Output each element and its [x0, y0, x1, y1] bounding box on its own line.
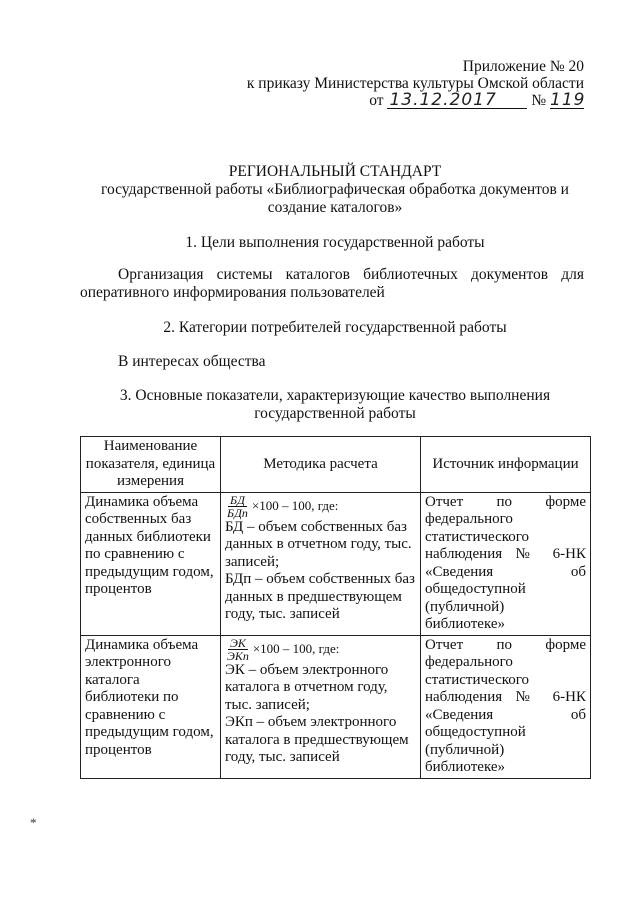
row-1-def-1: БД – объем собственных баз данных в отчетном году, тыс. записей;: [225, 518, 412, 570]
section-2-text-block: [80, 353, 584, 371]
row-2-def-2: ЭКп – объем электронного каталога в предшествующем году, тыс. записей: [225, 714, 409, 765]
section-1-text: [80, 266, 584, 302]
number-label: №: [531, 92, 547, 109]
row-1-source: Отчет по форме федерального статистического наблюдения № 6-НК «Сведения об общедоступной (публичной) библиотеке»: [421, 492, 591, 635]
row-2-frac-den: ЭКп: [227, 648, 249, 663]
table-row: [81, 492, 591, 635]
title-heading: РЕГИОНАЛЬНЫЙ СТАНДАРТ: [228, 163, 442, 180]
row-1-method: [221, 492, 421, 635]
appendix-block: [247, 58, 584, 109]
header-method: Методика расчета: [221, 437, 421, 493]
row-2-source: Отчет по форме федерального статистического наблюдения № 6-НК «Сведения об общедоступной (публичной) библиотеке»: [421, 635, 591, 778]
section-3-heading-line1: 3. Основные показатели, характеризующие качество выполнения: [119, 387, 551, 404]
row-1-def-2: БДп – объем собственных баз данных в предшествующем году, тыс. записей: [225, 571, 415, 622]
indicators-table: [80, 436, 591, 779]
from-label: от: [369, 92, 384, 109]
table-row: [81, 635, 591, 778]
section-1-text-line2: оперативного информирования пользователей: [80, 284, 385, 301]
row-2-frac-num: ЭК: [230, 635, 246, 650]
title-line-2: государственной работы «Библиографическая обработка документов и: [101, 181, 569, 198]
row-1-frac-den: БДп: [227, 505, 248, 520]
row-1-formula: [225, 494, 416, 519]
section-2-text: В интересах общества: [118, 353, 266, 370]
appendix-date-line: [247, 92, 584, 109]
row-1-indicator: Динамика объема собственных баз данных библиотеки по сравнению с предыдущим годом, процентов: [81, 492, 221, 635]
appendix-order-ref: к приказу Министерства культуры Омской области: [246, 75, 584, 92]
row-2-fraction: [225, 637, 251, 662]
row-2-indicator: Динамика объема электронного каталога библиотеки по сравнению с предыдущим годом, процентов: [81, 635, 221, 778]
row-1-fraction: [225, 494, 250, 519]
handwritten-number: 119: [550, 90, 586, 110]
title-line-3: создание каталогов»: [267, 199, 403, 216]
row-1-formula-rest: ×100 – 100, где:: [251, 498, 339, 514]
handwritten-date: 13.12.2017: [387, 92, 527, 109]
section-2-heading: 2. Категории потребителей государственной работы: [163, 319, 507, 336]
table-header-row: [81, 437, 591, 493]
header-indicator: Наименование показателя, единица измерения: [81, 437, 221, 493]
row-2-method: [221, 635, 421, 778]
row-2-def-1: ЭК – объем электронного каталога в отчетном году, тыс. записей;: [225, 661, 389, 713]
margin-mark: *: [30, 815, 37, 830]
row-2-formula-rest: ×100 – 100, где:: [252, 641, 340, 657]
row-2-formula: [225, 637, 416, 662]
section-3-heading-line2: государственной работы: [254, 405, 416, 422]
document-title: [80, 163, 590, 217]
appendix-number: Приложение № 20: [462, 58, 584, 75]
header-source: Источник информации: [421, 437, 591, 493]
section-3-heading: [80, 387, 590, 423]
section-1-text-line1: Организация системы каталогов библиотечных документов для: [118, 266, 584, 283]
section-1-heading: 1. Цели выполнения государственной работы: [185, 234, 485, 251]
row-1-frac-num: БД: [230, 492, 245, 507]
